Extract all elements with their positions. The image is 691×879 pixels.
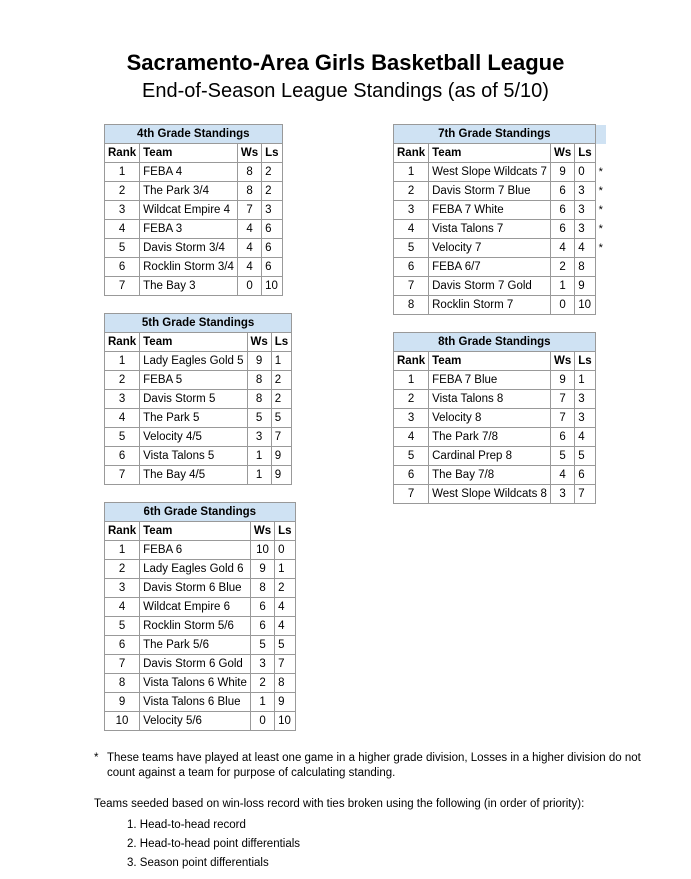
rank-cell: 1 [105, 163, 140, 182]
table-row [394, 258, 607, 277]
table-row [105, 636, 296, 655]
losses-cell: 9 [271, 447, 291, 466]
team-cell: Vista Talons 5 [140, 447, 247, 466]
losses-cell: 7 [275, 655, 295, 674]
table-row [105, 579, 296, 598]
rank-cell: 7 [105, 466, 140, 485]
team-cell: The Bay 4/5 [140, 466, 247, 485]
team-cell: FEBA 5 [140, 371, 247, 390]
losses-cell: 3 [575, 182, 595, 201]
wins-cell: 5 [250, 636, 274, 655]
team-cell: The Bay 7/8 [429, 466, 551, 485]
table-row [105, 409, 292, 428]
team-cell: Davis Storm 6 Gold [140, 655, 251, 674]
rank-cell: 4 [105, 220, 140, 239]
page-subtitle: End-of-Season League Standings (as of 5/10) [142, 80, 549, 102]
wins-cell: 8 [237, 163, 261, 182]
team-cell: Davis Storm 7 Gold [429, 277, 551, 296]
table-row [105, 428, 292, 447]
rank-cell: 4 [394, 220, 429, 239]
wins-cell: 9 [247, 352, 271, 371]
rank-cell: 4 [105, 598, 140, 617]
mark-spacer [595, 144, 606, 163]
higher-division-mark: * [598, 184, 603, 197]
losses-cell: 6 [262, 258, 282, 277]
team-cell: Vista Talons 8 [429, 390, 551, 409]
wins-cell: 7 [237, 201, 261, 220]
losses-cell: 0 [275, 541, 295, 560]
losses-cell: 5 [575, 447, 595, 466]
team-cell: Velocity 5/6 [140, 712, 251, 731]
table-row [105, 277, 283, 296]
rank-cell: 10 [105, 712, 140, 731]
higher-division-mark [595, 296, 606, 315]
rank-header: Rank [394, 352, 429, 371]
table-caption-row [394, 125, 607, 144]
wins-cell: 0 [250, 712, 274, 731]
losses-cell: 5 [271, 409, 291, 428]
table-row [105, 447, 292, 466]
tiebreaker-item: 1. Head-to-head record [127, 819, 246, 831]
rank-cell: 1 [394, 163, 429, 182]
wins-cell: 1 [247, 466, 271, 485]
table-row [105, 201, 283, 220]
table-row [394, 371, 596, 390]
grade-5-standings-table [104, 313, 292, 485]
losses-cell: 4 [275, 617, 295, 636]
ws-header: Ws [550, 144, 574, 163]
table-row [394, 163, 607, 182]
team-cell: FEBA 3 [140, 220, 238, 239]
rank-cell: 7 [394, 277, 429, 296]
team-cell: Vista Talons 7 [429, 220, 551, 239]
tiebreaker-list [127, 816, 300, 873]
rank-cell: 3 [394, 409, 429, 428]
losses-cell: 8 [275, 674, 295, 693]
team-cell: The Park 5/6 [140, 636, 251, 655]
losses-cell: 4 [575, 428, 595, 447]
table-row [105, 693, 296, 712]
wins-cell: 7 [550, 390, 574, 409]
team-cell: Vista Talons 6 Blue [140, 693, 251, 712]
table-row [105, 541, 296, 560]
table-header-row [394, 352, 596, 371]
wins-cell: 3 [550, 485, 574, 504]
rank-cell: 6 [394, 258, 429, 277]
table-row [394, 277, 607, 296]
table-row [105, 390, 292, 409]
team-cell: The Park 7/8 [429, 428, 551, 447]
team-cell: Lady Eagles Gold 6 [140, 560, 251, 579]
wins-cell: 10 [250, 541, 274, 560]
team-cell: The Bay 3 [140, 277, 238, 296]
wins-cell: 0 [550, 296, 574, 315]
losses-cell: 10 [262, 277, 282, 296]
team-cell: Wildcat Empire 6 [140, 598, 251, 617]
losses-cell: 1 [275, 560, 295, 579]
team-cell: FEBA 7 White [429, 201, 551, 220]
table-caption: 5th Grade Standings [105, 314, 292, 333]
rank-header: Rank [105, 333, 140, 352]
table-row [394, 201, 607, 220]
higher-division-mark: * [598, 203, 603, 216]
team-cell: Velocity 4/5 [140, 428, 247, 447]
losses-cell: 2 [262, 163, 282, 182]
table-row [105, 239, 283, 258]
rank-cell: 1 [105, 541, 140, 560]
table-row [394, 428, 596, 447]
losses-cell: 2 [271, 371, 291, 390]
footnote-star: * [94, 752, 99, 764]
wins-cell: 6 [550, 182, 574, 201]
rank-cell: 4 [394, 428, 429, 447]
rank-cell: 6 [105, 258, 140, 277]
team-header: Team [140, 333, 247, 352]
losses-cell: 3 [575, 220, 595, 239]
team-cell: Wildcat Empire 4 [140, 201, 238, 220]
wins-cell: 6 [550, 201, 574, 220]
team-cell: Rocklin Storm 3/4 [140, 258, 238, 277]
ls-header: Ls [575, 144, 595, 163]
table-row [105, 617, 296, 636]
table-row [394, 447, 596, 466]
losses-cell: 3 [575, 390, 595, 409]
losses-cell: 3 [575, 409, 595, 428]
losses-cell: 9 [271, 466, 291, 485]
wins-cell: 8 [247, 371, 271, 390]
table-row [394, 239, 607, 258]
higher-division-mark [595, 277, 606, 296]
ls-header: Ls [262, 144, 282, 163]
losses-cell: 3 [262, 201, 282, 220]
table-row [105, 163, 283, 182]
rank-cell: 5 [394, 239, 429, 258]
table-caption: 4th Grade Standings [105, 125, 283, 144]
team-header: Team [429, 352, 551, 371]
rank-header: Rank [105, 522, 140, 541]
wins-cell: 1 [247, 447, 271, 466]
table-header-row [105, 144, 283, 163]
losses-cell: 3 [575, 201, 595, 220]
tiebreaker-item: 2. Head-to-head point differentials [127, 838, 301, 850]
rank-cell: 7 [394, 485, 429, 504]
wins-cell: 8 [247, 390, 271, 409]
team-header: Team [140, 522, 251, 541]
rank-cell: 9 [105, 693, 140, 712]
wins-cell: 5 [247, 409, 271, 428]
losses-cell: 0 [575, 163, 595, 182]
rank-cell: 6 [105, 447, 140, 466]
team-cell: Davis Storm 3/4 [140, 239, 238, 258]
ws-header: Ws [237, 144, 261, 163]
wins-cell: 4 [550, 239, 574, 258]
footnote-text: These teams have played at least one game in a higher grade division, Losses in a higher division do not count against a team for purpose of calculating standing. [107, 752, 641, 779]
wins-cell: 6 [250, 598, 274, 617]
team-cell: FEBA 6 [140, 541, 251, 560]
wins-cell: 9 [250, 560, 274, 579]
tiebreaker-item: 3. Season point differentials [127, 857, 269, 869]
table-row [105, 220, 283, 239]
wins-cell: 2 [550, 258, 574, 277]
losses-cell: 2 [275, 579, 295, 598]
table-row [105, 371, 292, 390]
higher-division-mark [595, 258, 606, 277]
wins-cell: 3 [250, 655, 274, 674]
mark-spacer [595, 125, 606, 144]
team-cell: Davis Storm 5 [140, 390, 247, 409]
table-caption-row [105, 503, 296, 522]
losses-cell: 6 [262, 220, 282, 239]
wins-cell: 8 [250, 579, 274, 598]
losses-cell: 4 [575, 239, 595, 258]
wins-cell: 7 [550, 409, 574, 428]
ws-header: Ws [250, 522, 274, 541]
table-row [105, 598, 296, 617]
higher-division-mark: * [598, 165, 603, 178]
grade-8-standings-table [393, 332, 596, 504]
rank-cell: 5 [105, 617, 140, 636]
losses-cell: 6 [575, 466, 595, 485]
losses-cell: 9 [275, 693, 295, 712]
table-caption: 6th Grade Standings [105, 503, 296, 522]
table-caption-row [105, 314, 292, 333]
higher-division-mark: * [598, 241, 603, 254]
team-header: Team [140, 144, 238, 163]
ws-header: Ws [247, 333, 271, 352]
ls-header: Ls [275, 522, 295, 541]
rank-cell: 1 [394, 371, 429, 390]
rank-header: Rank [105, 144, 140, 163]
table-row [394, 409, 596, 428]
wins-cell: 4 [237, 258, 261, 277]
rank-cell: 2 [394, 390, 429, 409]
rank-cell: 5 [105, 428, 140, 447]
losses-cell: 1 [271, 352, 291, 371]
ls-header: Ls [271, 333, 291, 352]
rank-cell: 3 [394, 201, 429, 220]
table-caption-row [105, 125, 283, 144]
team-cell: Cardinal Prep 8 [429, 447, 551, 466]
table-header-row [105, 333, 292, 352]
table-row [394, 182, 607, 201]
rank-cell: 3 [105, 201, 140, 220]
losses-cell: 2 [262, 182, 282, 201]
ws-header: Ws [550, 352, 574, 371]
table-row [105, 466, 292, 485]
rank-cell: 5 [105, 239, 140, 258]
rank-cell: 1 [105, 352, 140, 371]
table-caption-row [394, 333, 596, 352]
rank-cell: 2 [394, 182, 429, 201]
team-cell: West Slope Wildcats 7 [429, 163, 551, 182]
table-row [105, 712, 296, 731]
rank-cell: 4 [105, 409, 140, 428]
rank-cell: 7 [105, 277, 140, 296]
page-title: Sacramento-Area Girls Basketball League [126, 50, 565, 75]
losses-cell: 5 [275, 636, 295, 655]
grade-7-standings-table [393, 124, 607, 315]
seeding-intro: Teams seeded based on win-loss record with ties broken using the following (in order of priority): [94, 798, 585, 810]
losses-cell: 10 [275, 712, 295, 731]
rank-cell: 2 [105, 182, 140, 201]
team-cell: Rocklin Storm 5/6 [140, 617, 251, 636]
team-cell: FEBA 7 Blue [429, 371, 551, 390]
team-cell: The Park 3/4 [140, 182, 238, 201]
table-row [394, 220, 607, 239]
wins-cell: 1 [250, 693, 274, 712]
wins-cell: 9 [550, 163, 574, 182]
losses-cell: 10 [575, 296, 595, 315]
rank-cell: 3 [105, 579, 140, 598]
rank-cell: 2 [105, 371, 140, 390]
rank-cell: 6 [394, 466, 429, 485]
losses-cell: 7 [271, 428, 291, 447]
team-cell: Velocity 8 [429, 409, 551, 428]
wins-cell: 8 [237, 182, 261, 201]
table-row [394, 485, 596, 504]
higher-division-mark: * [598, 222, 603, 235]
rank-cell: 8 [394, 296, 429, 315]
losses-cell: 8 [575, 258, 595, 277]
wins-cell: 4 [237, 220, 261, 239]
rank-cell: 6 [105, 636, 140, 655]
wins-cell: 4 [237, 239, 261, 258]
losses-cell: 2 [271, 390, 291, 409]
losses-cell: 1 [575, 371, 595, 390]
table-row [394, 466, 596, 485]
table-caption: 8th Grade Standings [394, 333, 596, 352]
team-cell: Vista Talons 6 White [140, 674, 251, 693]
grade-6-standings-table [104, 502, 296, 731]
grade-4-standings-table [104, 124, 283, 296]
wins-cell: 2 [250, 674, 274, 693]
wins-cell: 5 [550, 447, 574, 466]
table-caption: 7th Grade Standings [394, 125, 596, 144]
team-cell: Rocklin Storm 7 [429, 296, 551, 315]
table-header-row [105, 522, 296, 541]
rank-cell: 7 [105, 655, 140, 674]
rank-cell: 8 [105, 674, 140, 693]
losses-cell: 7 [575, 485, 595, 504]
wins-cell: 3 [247, 428, 271, 447]
table-row [105, 674, 296, 693]
team-cell: Velocity 7 [429, 239, 551, 258]
table-row [105, 258, 283, 277]
losses-cell: 9 [575, 277, 595, 296]
table-row [394, 390, 596, 409]
table-row [105, 182, 283, 201]
team-cell: FEBA 6/7 [429, 258, 551, 277]
wins-cell: 6 [550, 220, 574, 239]
team-cell: Lady Eagles Gold 5 [140, 352, 247, 371]
wins-cell: 6 [550, 428, 574, 447]
team-cell: The Park 5 [140, 409, 247, 428]
footnote [94, 751, 654, 781]
rank-cell: 3 [105, 390, 140, 409]
table-row [394, 296, 607, 315]
team-cell: West Slope Wildcats 8 [429, 485, 551, 504]
table-row [105, 560, 296, 579]
wins-cell: 9 [550, 371, 574, 390]
wins-cell: 4 [550, 466, 574, 485]
losses-cell: 6 [262, 239, 282, 258]
wins-cell: 0 [237, 277, 261, 296]
ls-header: Ls [575, 352, 595, 371]
losses-cell: 4 [275, 598, 295, 617]
wins-cell: 1 [550, 277, 574, 296]
table-header-row [394, 144, 607, 163]
team-cell: Davis Storm 7 Blue [429, 182, 551, 201]
wins-cell: 6 [250, 617, 274, 636]
team-cell: FEBA 4 [140, 163, 238, 182]
team-cell: Davis Storm 6 Blue [140, 579, 251, 598]
table-row [105, 655, 296, 674]
team-header: Team [429, 144, 551, 163]
rank-header: Rank [394, 144, 429, 163]
rank-cell: 5 [394, 447, 429, 466]
table-row [105, 352, 292, 371]
rank-cell: 2 [105, 560, 140, 579]
